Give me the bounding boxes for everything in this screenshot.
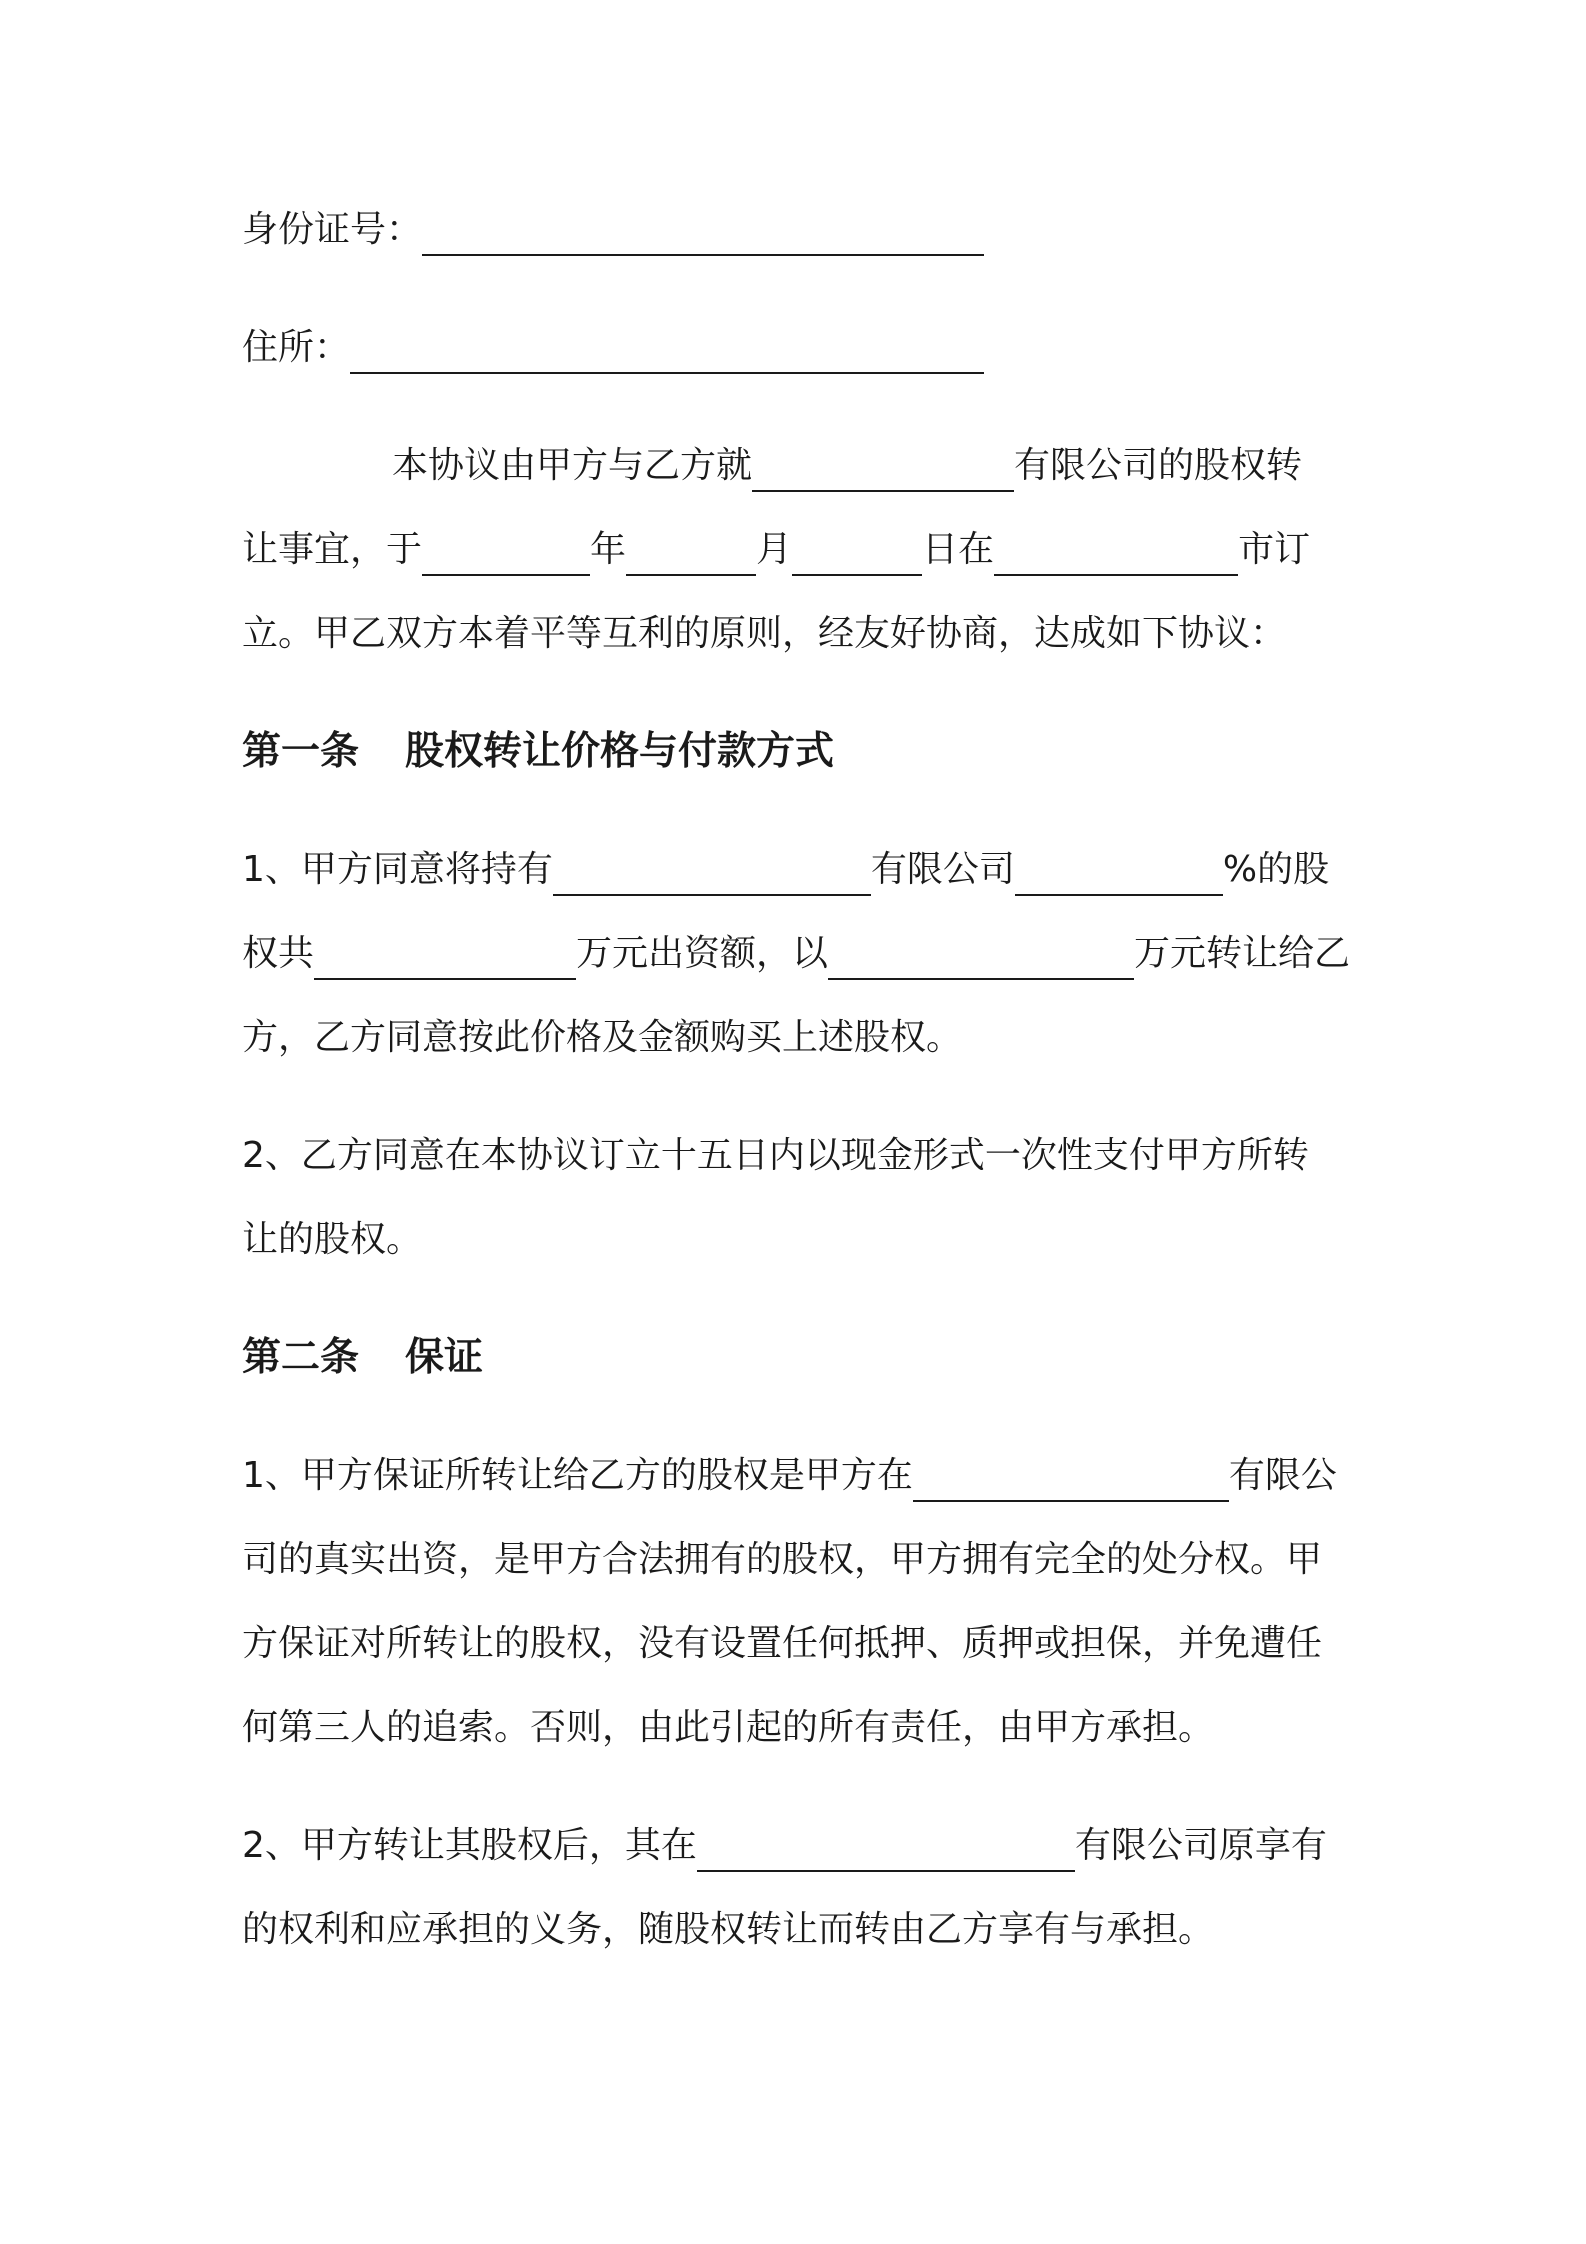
intro-text-2: 有限公司的股权转 [1014,445,1303,486]
a1-c1-line-3 [242,1010,962,1066]
article-1-heading [242,724,834,780]
a1-c2-line-1 [242,1128,1309,1184]
article-2-heading [242,1330,483,1386]
intro-text-4: 立。甲乙双方本着平等互利的原则，经友好协商，达成如下协议： [242,613,1287,654]
intro-text-3: 让事宜，于 [242,529,423,570]
a2-c1-text-2: 有限公 [1228,1455,1337,1496]
a2-c2-line-2 [242,1902,1214,1958]
a2-c2-text-3: 的权利和应承担的义务，随股权转让而转由乙方享有与承担。 [242,1909,1215,1950]
a1-c1-text-5: 万元出资额，以 [576,933,829,974]
id-number-row [242,202,984,258]
day-field[interactable] [792,522,922,576]
a1-c2-line-2 [242,1212,422,1268]
intro-line-2 [242,522,1310,578]
a1-c1-text-6: 万元转让给乙 [1134,933,1351,974]
a2-c1-text-4: 方保证对所转让的股权，没有设置任何抵押、质押或担保，并免遭任 [242,1623,1323,1664]
guarantee-company-field[interactable] [913,1448,1229,1502]
month-label: 月 [756,529,793,570]
a2-c1-line-2 [242,1532,1322,1588]
original-company-field[interactable] [697,1818,1075,1872]
a1-c1-line-2 [242,926,1350,982]
year-field[interactable] [422,522,590,576]
a2-c1-line-1 [242,1448,1337,1504]
a1-c1-text-2: 有限公司 [870,849,1015,890]
percent-field[interactable] [1015,842,1223,896]
a1-c2-text-2: 让的股权。 [242,1219,423,1260]
a2-c1-line-4 [242,1700,1214,1756]
a1-c1-text-4: 权共 [242,933,315,974]
article-1-title: 股权转让价格与付款方式 [405,729,835,774]
intro-line-3 [242,606,1286,662]
a2-c2-text-1: 2、甲方转让其股权后，其在 [242,1825,697,1866]
a2-c2-line-1 [242,1818,1327,1874]
company-name-field[interactable] [752,438,1014,492]
a1-c1-text-7: 方，乙方同意按此价格及金额购买上述股权。 [242,1017,963,1058]
a1-c2-text-1: 2、乙方同意在本协议订立十五日内以现金形式一次性支付甲方所转 [242,1135,1309,1176]
address-label: 住所： [242,327,351,368]
a2-c1-text-5: 何第三人的追索。否则，由此引起的所有责任，由甲方承担。 [242,1707,1215,1748]
address-field[interactable] [350,320,984,374]
intro-line-1 [392,438,1302,494]
article-2-number: 第二条 [242,1335,360,1380]
city-field[interactable] [994,522,1238,576]
year-label: 年 [590,529,627,570]
held-company-field[interactable] [553,842,871,896]
a2-c1-line-3 [242,1616,1322,1672]
a2-c1-text-3: 司的真实出资，是甲方合法拥有的股权，甲方拥有完全的处分权。甲 [242,1539,1323,1580]
id-number-label: 身份证号： [242,209,423,250]
id-number-field[interactable] [422,202,984,256]
month-field[interactable] [626,522,756,576]
a2-c1-text-1: 1、甲方保证所转让给乙方的股权是甲方在 [242,1455,913,1496]
address-row [242,320,984,376]
a1-c1-text-3: %的股 [1222,849,1330,890]
day-label: 日在 [922,529,995,570]
article-2-title: 保证 [405,1335,484,1380]
a2-c2-text-2: 有限公司原享有 [1074,1825,1327,1866]
a1-c1-text-1: 1、甲方同意将持有 [242,849,553,890]
article-1-number: 第一条 [242,729,360,774]
a1-c1-line-1 [242,842,1329,898]
capital-amount-field[interactable] [314,926,576,980]
transfer-price-field[interactable] [828,926,1134,980]
city-label: 市订 [1238,529,1311,570]
intro-text-1: 本协议由甲方与乙方就 [392,445,753,486]
